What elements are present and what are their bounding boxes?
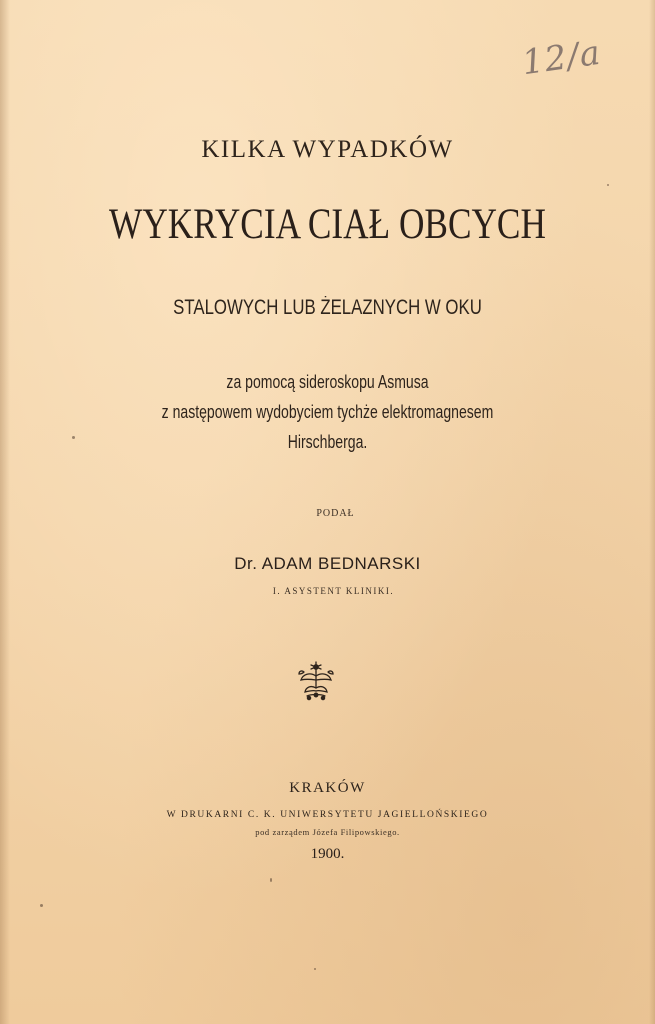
shelfmark-annotation: 12/a (519, 32, 604, 84)
imprint-year: 1900. (310, 846, 345, 862)
paper-speck (607, 184, 609, 186)
author-name: Dr. ADAM BEDNARSKI (234, 554, 421, 573)
description-line-1: za pomocą sideroskopu Asmusa (226, 372, 429, 392)
imprint-printer: W DRUKARNI C. K. UNIWERSYTETU JAGIELLOŃSKIEGO (166, 810, 489, 820)
author-title: I. ASYSTENT KLINIKI. (272, 586, 395, 596)
title-line-3: STALOWYCH LUB ŻELAZNYCH W OKU (173, 296, 482, 319)
title-line-1: KILKA WYPADKÓW (201, 136, 454, 163)
imprint-city: KRAKÓW (289, 780, 366, 796)
floral-ornament-icon (294, 658, 338, 702)
paper-speck (40, 904, 43, 907)
paper-speck (72, 436, 75, 439)
title-line-2: WYKRYCIA CIAŁ OBCYCH (109, 201, 546, 248)
description-line-2: z następowem wydobyciem tychże elektromagnesem (161, 402, 494, 422)
byline-label: PODAŁ (316, 508, 355, 519)
description-line-3: Hirschberga. (287, 432, 368, 452)
imprint-management: pod zarządem Józefa Filipowskiego. (255, 827, 400, 837)
paper-speck (314, 968, 316, 970)
paper-speck (270, 878, 272, 882)
